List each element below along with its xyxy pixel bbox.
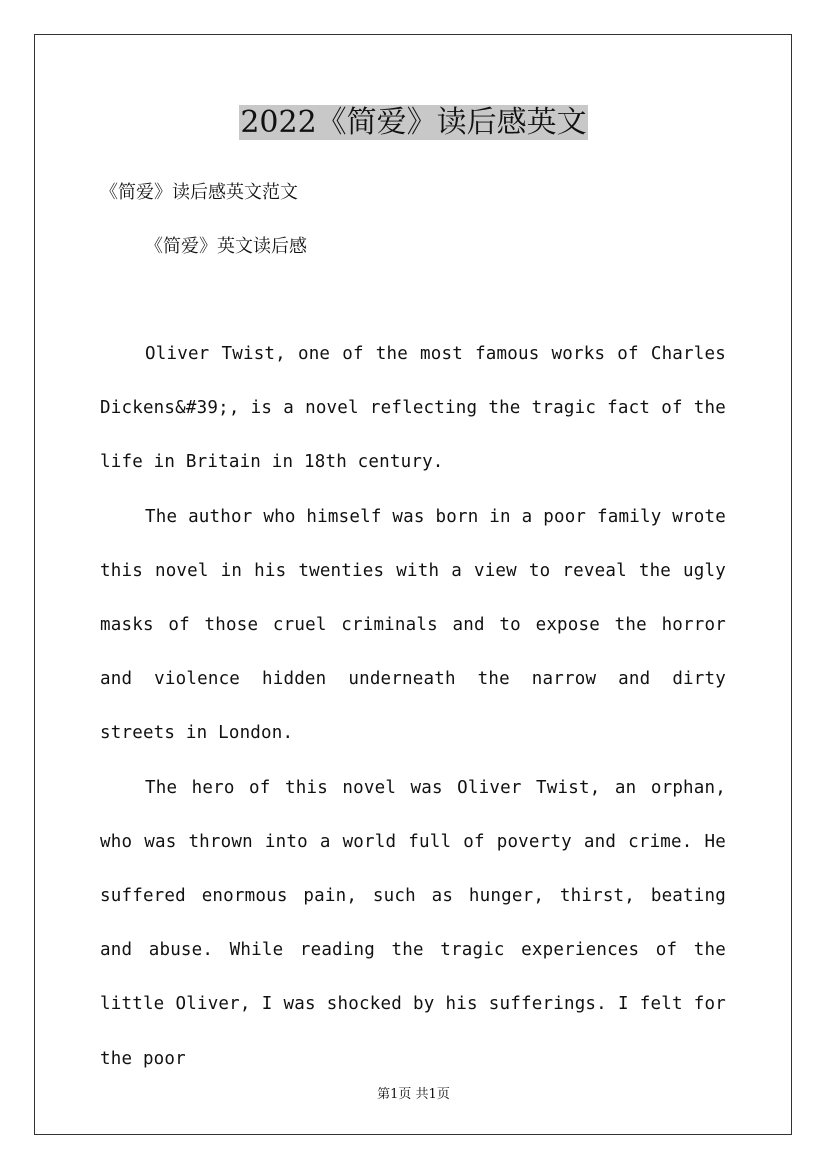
paragraph-2: The author who himself was born in a poor family wrote this novel in his twenties with a view to reveal the ugly masks of those cruel criminals and to expose the horror and violence hidden underneath the narrow and dirty streets in London. [100, 506, 726, 744]
page-footer: 第1页 共1页 [377, 1087, 450, 1102]
title-text: 2022《简爱》读后感英文 [240, 105, 587, 140]
section-heading: 《简爱》英文读后感 [145, 236, 307, 257]
paragraph-1: Oliver Twist, one of the most famous works of Charles Dickens&#39;, is a novel reflecting the tragic fact of the life in Britain in 18th century. [100, 344, 726, 473]
document-subtitle: 《简爱》读后感英文范文 [100, 182, 298, 203]
paragraph-3: The hero of this novel was Oliver Twist, an orphan, who was thrown into a world full of poverty and crime. He suffered enormous pain, such as hunger, thirst, beating and abuse. While reading the tragic experiences of the little Oliver, I was shocked by his sufferings. I felt for the poor [100, 777, 726, 1069]
document-title [0, 104, 827, 142]
body-text [100, 327, 726, 1086]
